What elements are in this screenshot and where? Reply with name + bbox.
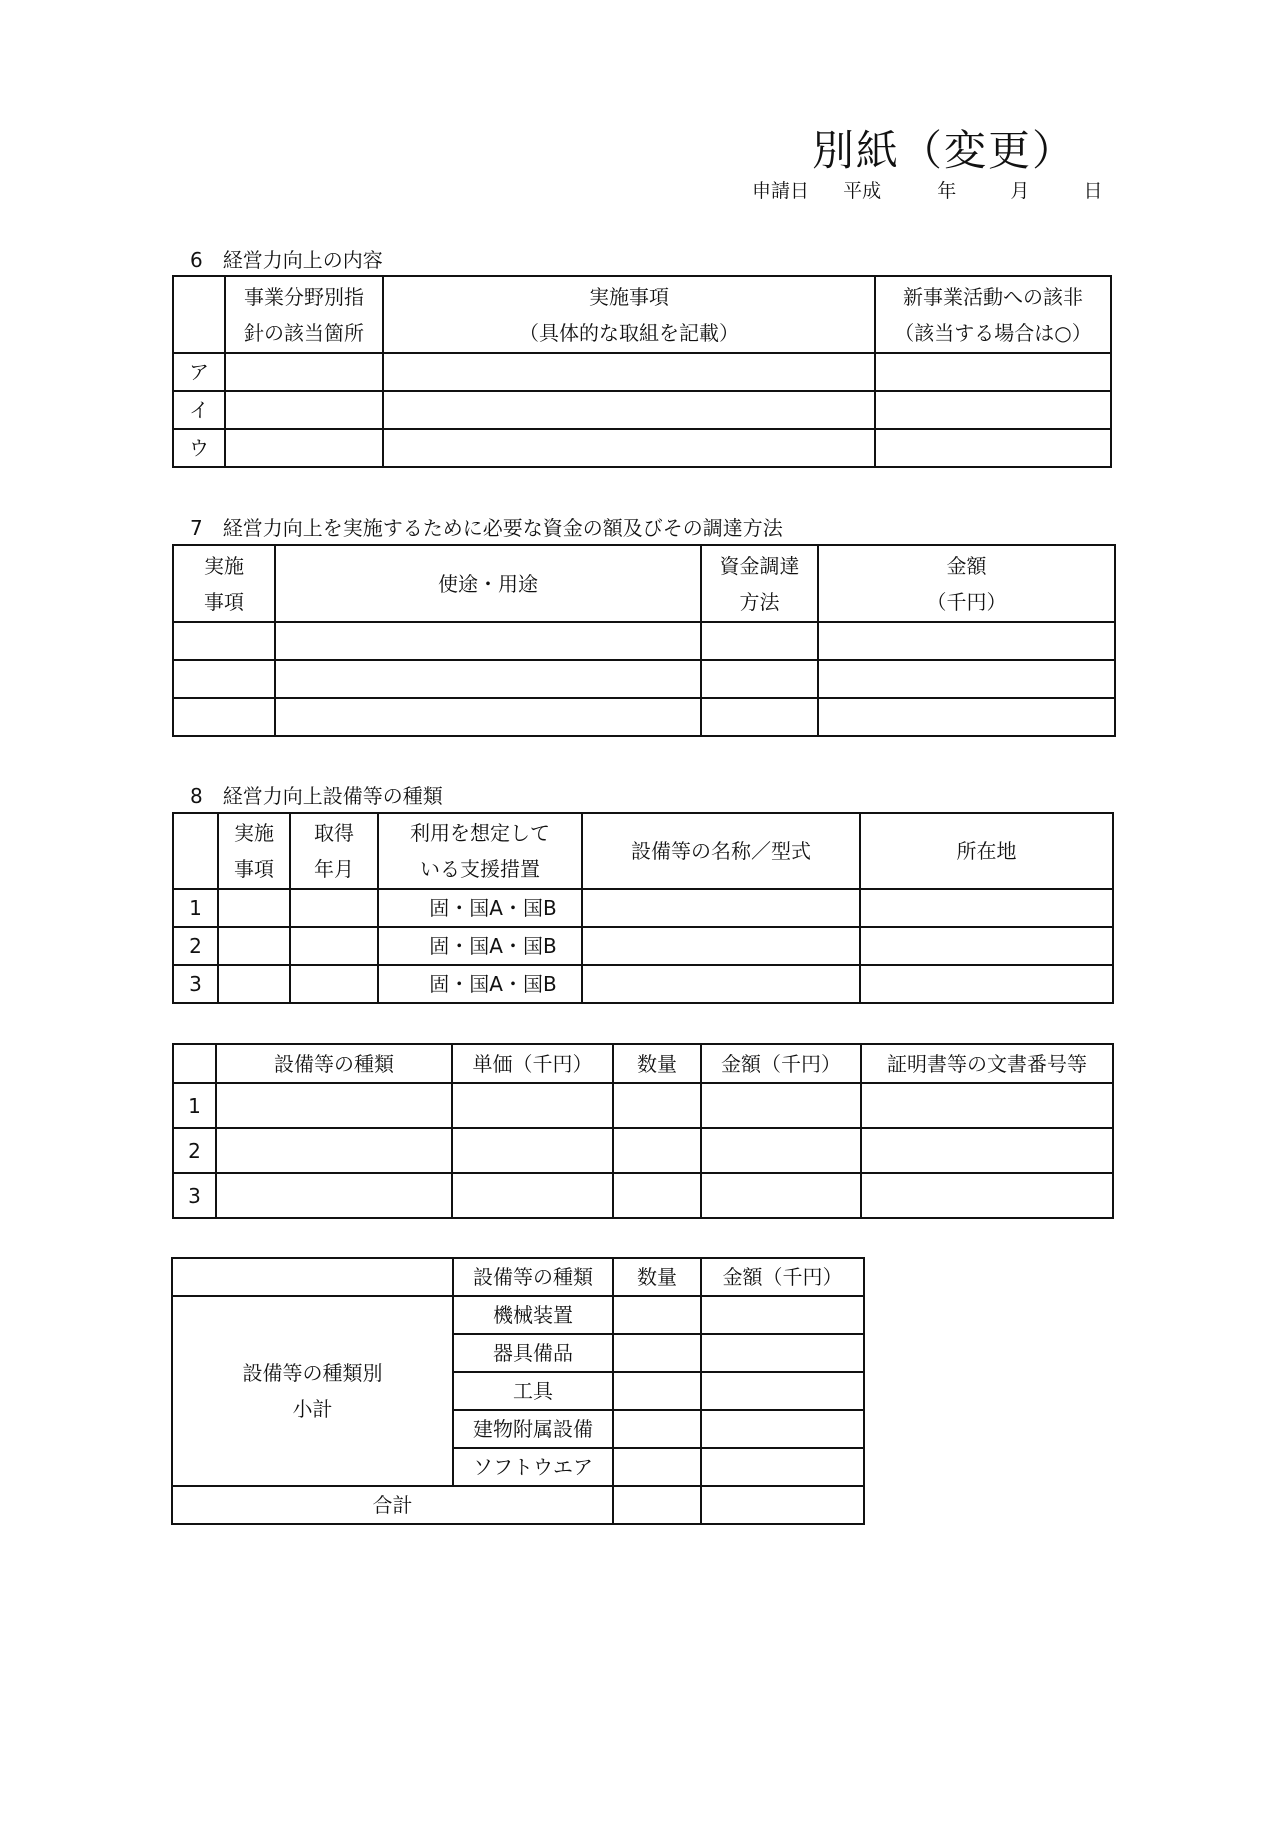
- row-number: 1: [173, 1083, 216, 1128]
- section7-header-row: [173, 545, 1115, 622]
- equipment-type-label: ソフトウエア: [453, 1448, 613, 1486]
- date-label: 申請日: [752, 180, 810, 202]
- input-cell[interactable]: [582, 965, 860, 1003]
- equipment-detail-header-row: [173, 1044, 1113, 1083]
- total-row: [172, 1486, 864, 1524]
- support-measure-options[interactable]: 固・国A・国B: [378, 965, 582, 1003]
- row-number: 3: [173, 1173, 216, 1218]
- amount-header: 金額 （千円）: [818, 545, 1115, 622]
- input-cell[interactable]: [216, 1173, 452, 1218]
- input-cell[interactable]: [818, 622, 1115, 660]
- input-cell[interactable]: [383, 353, 875, 391]
- input-cell[interactable]: [290, 889, 378, 927]
- table-row: [173, 391, 1111, 429]
- row-number: 2: [173, 927, 218, 965]
- input-cell[interactable]: [701, 698, 818, 736]
- input-cell[interactable]: [582, 889, 860, 927]
- input-cell[interactable]: [701, 1486, 864, 1524]
- acquisition-date-header: 取得 年月: [290, 813, 378, 889]
- amount-header: 金額（千円）: [701, 1258, 864, 1296]
- section8-title: 8 経営力向上設備等の種類: [190, 784, 443, 808]
- implementation-item-header: 実施 事項: [218, 813, 290, 889]
- input-cell[interactable]: [701, 1372, 864, 1410]
- row-label: ア: [173, 353, 225, 391]
- location-header: 所在地: [860, 813, 1113, 889]
- table-row: [173, 965, 1113, 1003]
- table-row: [173, 1128, 1113, 1173]
- purpose-header: 使途・用途: [275, 545, 701, 622]
- input-cell[interactable]: [860, 927, 1113, 965]
- input-cell[interactable]: [875, 391, 1111, 429]
- blank-header-cell: [173, 276, 225, 353]
- input-cell[interactable]: [701, 1173, 861, 1218]
- section6-title: 6 経営力向上の内容: [190, 248, 383, 272]
- table-row: [173, 622, 1115, 660]
- table-row: [173, 429, 1111, 467]
- section8-table: [172, 812, 1114, 1004]
- input-cell[interactable]: [701, 1410, 864, 1448]
- input-cell[interactable]: [613, 1173, 701, 1218]
- input-cell[interactable]: [383, 391, 875, 429]
- blank-header-cell: [173, 1044, 216, 1083]
- unit-price-header: 単価（千円）: [452, 1044, 613, 1083]
- implementation-item-header: 実施 事項: [173, 545, 275, 622]
- date-era: 平成: [843, 180, 882, 202]
- input-cell[interactable]: [701, 1296, 864, 1334]
- input-cell[interactable]: [173, 660, 275, 698]
- input-cell[interactable]: [173, 622, 275, 660]
- input-cell[interactable]: [290, 927, 378, 965]
- input-cell[interactable]: [452, 1083, 613, 1128]
- equipment-type-label: 建物附属設備: [453, 1410, 613, 1448]
- input-cell[interactable]: [861, 1083, 1113, 1128]
- support-measure-options[interactable]: 固・国A・国B: [378, 889, 582, 927]
- input-cell[interactable]: [701, 1334, 864, 1372]
- input-cell[interactable]: [701, 622, 818, 660]
- input-cell[interactable]: [861, 1173, 1113, 1218]
- equipment-type-label: 工具: [453, 1372, 613, 1410]
- input-cell[interactable]: [290, 965, 378, 1003]
- section6-table: [172, 275, 1112, 468]
- equipment-detail-table: [172, 1043, 1114, 1219]
- date-year: 年: [937, 180, 957, 202]
- input-cell[interactable]: [701, 660, 818, 698]
- input-cell[interactable]: [701, 1128, 861, 1173]
- section6-header-row: [173, 276, 1111, 353]
- input-cell[interactable]: [275, 622, 701, 660]
- input-cell[interactable]: [225, 391, 383, 429]
- total-label: 合計: [172, 1486, 613, 1524]
- equipment-type-label: 器具備品: [453, 1334, 613, 1372]
- input-cell[interactable]: [861, 1128, 1113, 1173]
- input-cell[interactable]: [613, 1334, 701, 1372]
- equipment-type-label: 機械装置: [453, 1296, 613, 1334]
- subtotal-table: [171, 1257, 865, 1525]
- equipment-type-header: 設備等の種類: [216, 1044, 452, 1083]
- input-cell[interactable]: [613, 1128, 701, 1173]
- funding-method-header: 資金調達 方法: [701, 545, 818, 622]
- input-cell[interactable]: [383, 429, 875, 467]
- quantity-header: 数量: [613, 1044, 701, 1083]
- subtotal-header-row: [172, 1258, 864, 1296]
- section7-table: [172, 544, 1116, 737]
- input-cell[interactable]: [701, 1083, 861, 1128]
- table-row: [173, 353, 1111, 391]
- implementation-header: 実施事項 （具体的な取組を記載）: [383, 276, 875, 353]
- application-date: [752, 176, 1102, 203]
- subtotal-group-label: 設備等の種類別 小計: [172, 1296, 453, 1486]
- amount-header: 金額（千円）: [701, 1044, 861, 1083]
- input-cell[interactable]: [818, 660, 1115, 698]
- input-cell[interactable]: [225, 353, 383, 391]
- input-cell[interactable]: [225, 429, 383, 467]
- equipment-name-header: 設備等の名称／型式: [582, 813, 860, 889]
- row-number: 2: [173, 1128, 216, 1173]
- input-cell[interactable]: [452, 1173, 613, 1218]
- input-cell[interactable]: [818, 698, 1115, 736]
- quantity-header: 数量: [613, 1258, 701, 1296]
- input-cell[interactable]: [216, 1128, 452, 1173]
- input-cell[interactable]: [582, 927, 860, 965]
- input-cell[interactable]: [860, 965, 1113, 1003]
- section7-title: 7 経営力向上を実施するために必要な資金の額及びその調達方法: [190, 516, 783, 540]
- new-business-header: 新事業活動への該非 （該当する場合は○）: [875, 276, 1111, 353]
- input-cell[interactable]: [173, 698, 275, 736]
- input-cell[interactable]: [875, 353, 1111, 391]
- table-row: [172, 1296, 864, 1334]
- input-cell[interactable]: [875, 429, 1111, 467]
- row-number: 1: [173, 889, 218, 927]
- table-row: [173, 927, 1113, 965]
- input-cell[interactable]: [613, 1083, 701, 1128]
- table-row: [173, 660, 1115, 698]
- support-measure-options[interactable]: 固・国A・国B: [378, 927, 582, 965]
- guideline-header: 事業分野別指 針の該当箇所: [225, 276, 383, 353]
- table-row: [173, 889, 1113, 927]
- certificate-number-header: 証明書等の文書番号等: [861, 1044, 1113, 1083]
- input-cell[interactable]: [218, 927, 290, 965]
- input-cell[interactable]: [218, 889, 290, 927]
- input-cell[interactable]: [613, 1410, 701, 1448]
- page-title: 別紙（変更）: [812, 126, 1077, 175]
- input-cell[interactable]: [452, 1128, 613, 1173]
- blank-header-cell: [173, 813, 218, 889]
- input-cell[interactable]: [613, 1372, 701, 1410]
- row-number: 3: [173, 965, 218, 1003]
- input-cell[interactable]: [218, 965, 290, 1003]
- input-cell[interactable]: [701, 1448, 864, 1486]
- input-cell[interactable]: [275, 698, 701, 736]
- table-row: [173, 1083, 1113, 1128]
- date-month: 月: [1010, 180, 1030, 202]
- input-cell[interactable]: [613, 1486, 701, 1524]
- input-cell[interactable]: [216, 1083, 452, 1128]
- section8-header-row: [173, 813, 1113, 889]
- input-cell[interactable]: [275, 660, 701, 698]
- input-cell[interactable]: [613, 1296, 701, 1334]
- date-day: 日: [1083, 180, 1103, 202]
- blank-header-cell: [172, 1258, 453, 1296]
- table-row: [173, 698, 1115, 736]
- support-measure-header: 利用を想定して いる支援措置: [378, 813, 582, 889]
- row-label: イ: [173, 391, 225, 429]
- input-cell[interactable]: [613, 1448, 701, 1486]
- equipment-type-header: 設備等の種類: [453, 1258, 613, 1296]
- input-cell[interactable]: [860, 889, 1113, 927]
- table-row: [173, 1173, 1113, 1218]
- row-label: ウ: [173, 429, 225, 467]
